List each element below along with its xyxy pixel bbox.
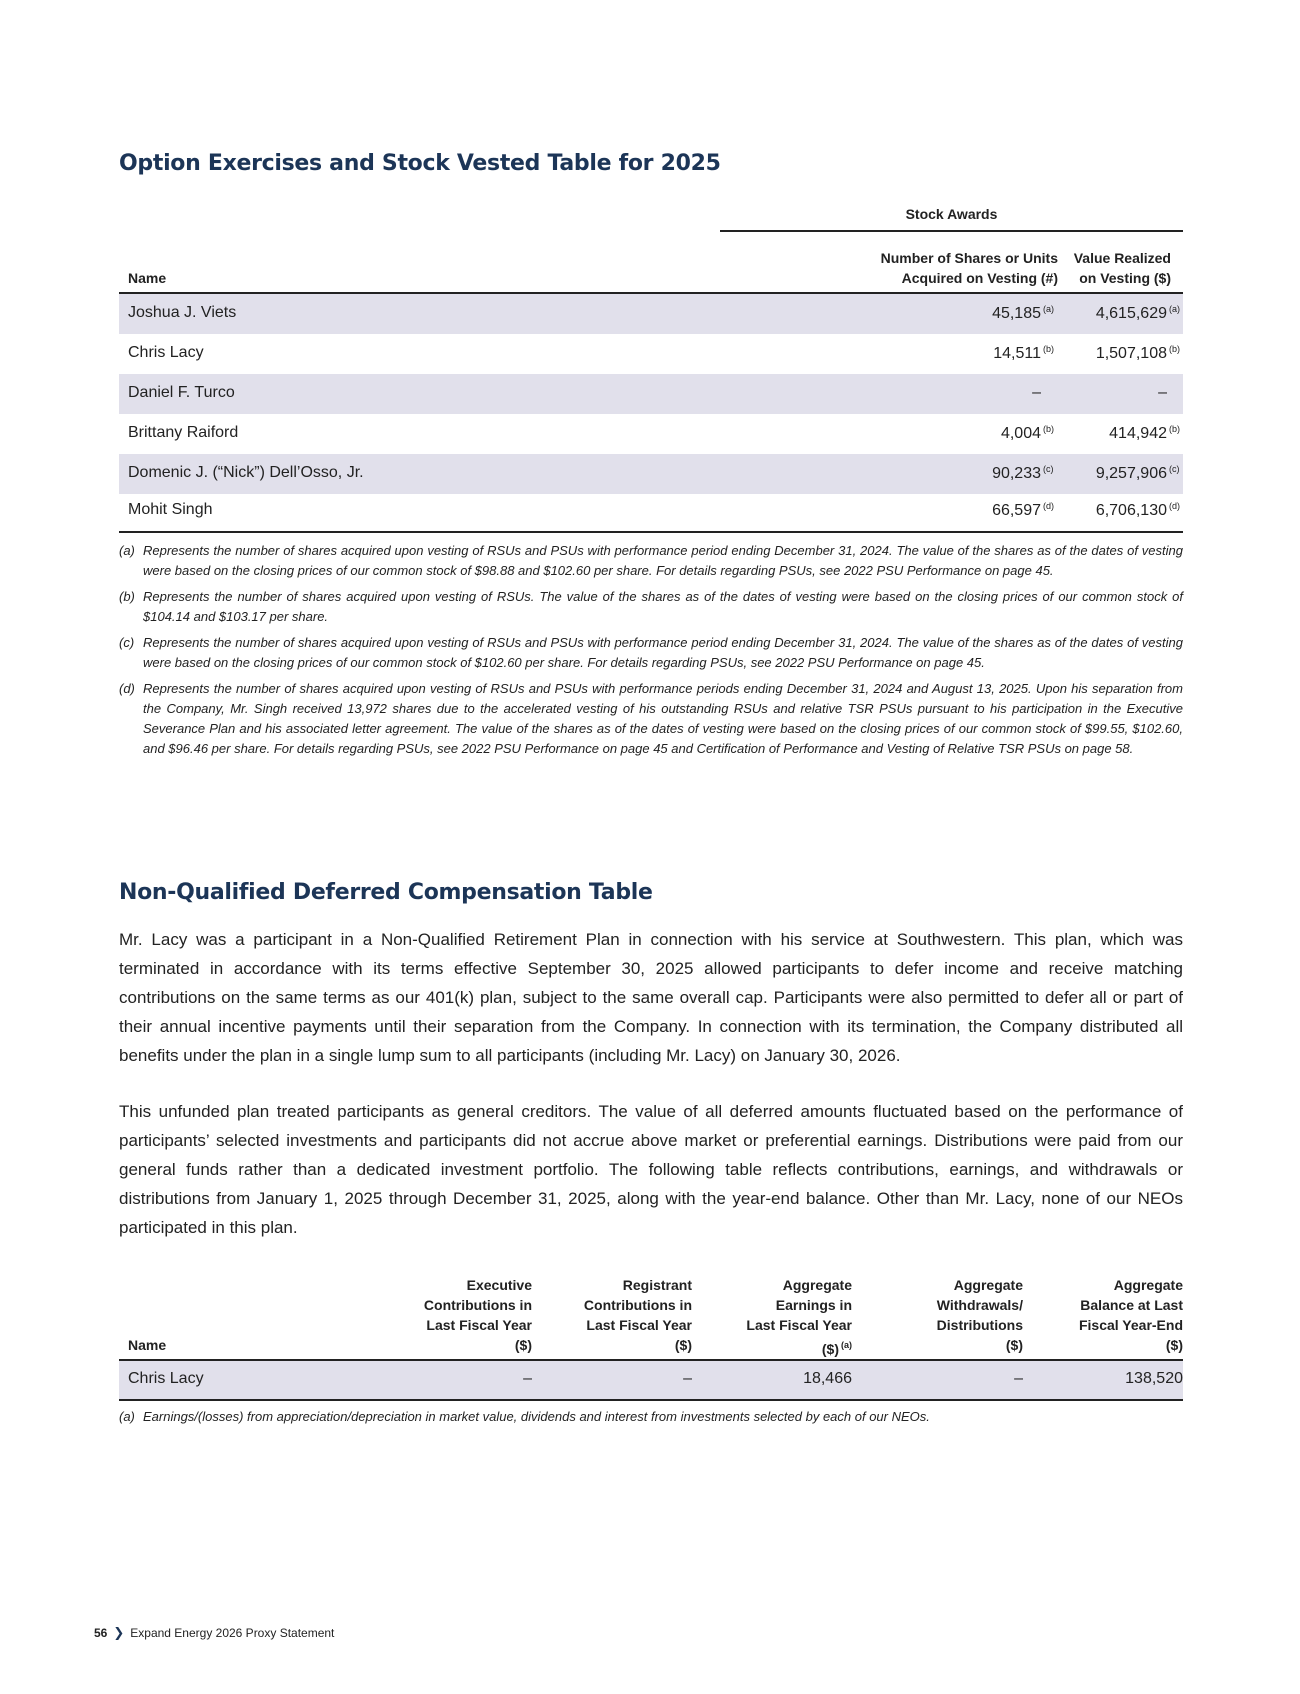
table1-title: Option Exercises and Stock Vested Table for 2025 xyxy=(119,151,721,176)
footnote-label: (d) xyxy=(119,681,135,696)
footnote-label: (b) xyxy=(119,589,135,604)
table2-footnotes xyxy=(119,1407,1183,1433)
row-shares: 90,233 $^{(c)}$ xyxy=(992,464,1054,482)
row-name: Mohit Singh xyxy=(128,501,213,518)
row-shares: 14,511 $^{(b)}$ xyxy=(993,344,1054,362)
row-value: 1,507,108 $^{(b)}$ xyxy=(1095,344,1180,362)
table-row xyxy=(119,491,1183,531)
chevron-right-icon: ❯ xyxy=(113,1625,125,1640)
t1-col-value-line1: Value Realized xyxy=(1073,250,1171,266)
t2-col-executive-contributions: Executive Contributions in Last Fiscal Year ($) xyxy=(423,1277,532,1353)
t1-col-value xyxy=(1059,248,1171,288)
row-aggregate-balance: 138,520 xyxy=(1125,1370,1183,1387)
footnote xyxy=(119,679,1183,759)
body-paragraph: This unfunded plan treated participants as general creditors. The value of all deferred amounts fluctuated based on the performance of participants’ selected investments and participants did not accrue above market or preferential earnings. Distributions were paid from our general funds rather than a dedicated investment portfolio. The following table reflects contributions, earnings, and withdrawals or distributions from January 1, 2025 through December 31, 2025, along with the year-end balance. Other than Mr. Lacy, none of our NEOs participated in this plan. xyxy=(119,1102,1183,1237)
row-value: – xyxy=(1158,384,1167,401)
row-name: Domenic J. (“Nick”) Dell’Osso, Jr. xyxy=(128,464,364,481)
t1-bottom-rule xyxy=(119,531,1183,533)
row-name: Chris Lacy xyxy=(128,1370,204,1387)
footnote-text: Represents the number of shares acquired upon vesting of RSUs and PSUs with performance period ending December 31, 2024. The value of the shares as of the dates of vesting were based on the closing prices of our common stock of $98.88 and $102.60 per share. For details regarding PSUs, see 2022 PSU Performance on page 45. xyxy=(143,543,1183,578)
table-row xyxy=(119,1361,1183,1399)
footnote-text: Represents the number of shares acquired upon vesting of RSUs and PSUs with performance periods ending December 31, 2024 and August 13, 2025. Upon his separation from the Company, Mr. Singh received 13,972 shares due to the accelerated vesting of his outstanding RSUs and relative TSR PSUs pursuant to his participation in the Executive Severance Plan and his associated letter agreement. The value of the shares as of the dates of vesting were based on the closing prices of our common stock of $99.55, $102.60, and $96.46 per share. For details regarding PSUs, see 2022 PSU Performance on page 45 and Certification of Performance and Vesting of Relative TSR PSUs on page 58. xyxy=(143,681,1183,756)
row-value: 6,706,130 $^{(d)}$ xyxy=(1095,501,1180,519)
t2-bottom-rule xyxy=(119,1399,1183,1401)
page-number: 56 xyxy=(94,1626,108,1640)
row-aggregate-withdrawals: – xyxy=(1014,1370,1023,1387)
footnote xyxy=(119,1407,1183,1427)
t1-col-shares xyxy=(720,248,1058,288)
row-executive-contributions: – xyxy=(523,1370,532,1387)
t1-col-shares-line1: Number of Shares or Units xyxy=(880,250,1058,266)
table-row xyxy=(119,414,1183,454)
row-name: Brittany Raiford xyxy=(128,424,239,441)
row-value: 414,942 $^{(b)}$ xyxy=(1109,424,1180,442)
table-row xyxy=(119,374,1183,414)
row-name: Daniel F. Turco xyxy=(128,384,235,401)
t2-col-registrant-contributions: Registrant Contributions in Last Fiscal Year ($) xyxy=(583,1277,692,1353)
table-row xyxy=(119,294,1183,334)
row-shares: 45,185 $^{(a)}$ xyxy=(992,304,1054,322)
footnote-label: (a) xyxy=(119,543,135,558)
footnote-label: (c) xyxy=(119,635,135,650)
footnote xyxy=(119,587,1183,627)
row-name: Chris Lacy xyxy=(128,344,204,361)
t2-col-aggregate-balance: Aggregate Balance at Last Fiscal Year-End ($) xyxy=(1078,1277,1183,1353)
row-name: Joshua J. Viets xyxy=(128,304,237,321)
t1-col-shares-line2: Acquired on Vesting (#) xyxy=(901,270,1058,286)
table-row xyxy=(119,334,1183,374)
t2-col-aggregate-earnings: Aggregate Earnings in Last Fiscal Year ($) $^{(a)}$ xyxy=(746,1277,852,1357)
stock-awards-group-header: Stock Awards xyxy=(720,206,1183,232)
row-aggregate-earnings: 18,466 xyxy=(803,1370,852,1387)
footnote-text: Represents the number of shares acquired upon vesting of RSUs. The value of the shares as of the dates of vesting were based on the closing prices of our common stock of $104.14 and $103.17 per share. xyxy=(143,589,1183,624)
t2-col-name: Name xyxy=(128,1337,167,1353)
table-row xyxy=(119,454,1183,494)
page-footer xyxy=(94,1625,334,1641)
row-value: 4,615,629 $^{(a)}$ xyxy=(1095,304,1180,322)
footnote xyxy=(119,541,1183,581)
section2-title: Non-Qualified Deferred Compensation Table xyxy=(119,880,653,905)
footnote-label: (a) xyxy=(119,1409,135,1424)
footnote-text: Represents the number of shares acquired upon vesting of RSUs and PSUs with performance period ending December 31, 2024. The value of the shares as of the dates of vesting were based on the closing prices of our common stock of $102.60 per share. For details regarding PSUs, see 2022 PSU Performance on page 45. xyxy=(143,635,1183,670)
t2-col-aggregate-withdrawals: Aggregate Withdrawals/ Distributions ($) xyxy=(936,1277,1023,1353)
row-shares: – xyxy=(1032,384,1041,401)
footnote xyxy=(119,633,1183,673)
t1-col-value-line2: on Vesting ($) xyxy=(1079,270,1171,286)
t1-col-name: Name xyxy=(128,270,167,286)
footnote-text: Earnings/(losses) from appreciation/depreciation in market value, dividends and interest from investments selected by each of our NEOs. xyxy=(143,1409,930,1424)
row-shares: 4,004 $^{(b)}$ xyxy=(1000,424,1054,442)
row-registrant-contributions: – xyxy=(683,1370,692,1387)
document-title: Expand Energy 2026 Proxy Statement xyxy=(130,1626,335,1640)
table1-footnotes xyxy=(119,541,1183,765)
body-paragraph: Mr. Lacy was a participant in a Non-Qualified Retirement Plan in connection with his service at Southwestern. This plan, which was terminated in accordance with its terms effective September 30, 2025 allowed participants to defer income and receive matching contributions on the same terms as our 401(k) plan, subject to the same overall cap. Participants were also permitted to defer all or part of their annual incentive payments until their separation from the Company. In connection with its termination, the Company distributed all benefits under the plan in a single lump sum to all participants (including Mr. Lacy) on January 30, 2026. xyxy=(119,930,1183,1065)
row-shares: 66,597 $^{(d)}$ xyxy=(992,501,1054,519)
row-value: 9,257,906 $^{(c)}$ xyxy=(1095,464,1180,482)
